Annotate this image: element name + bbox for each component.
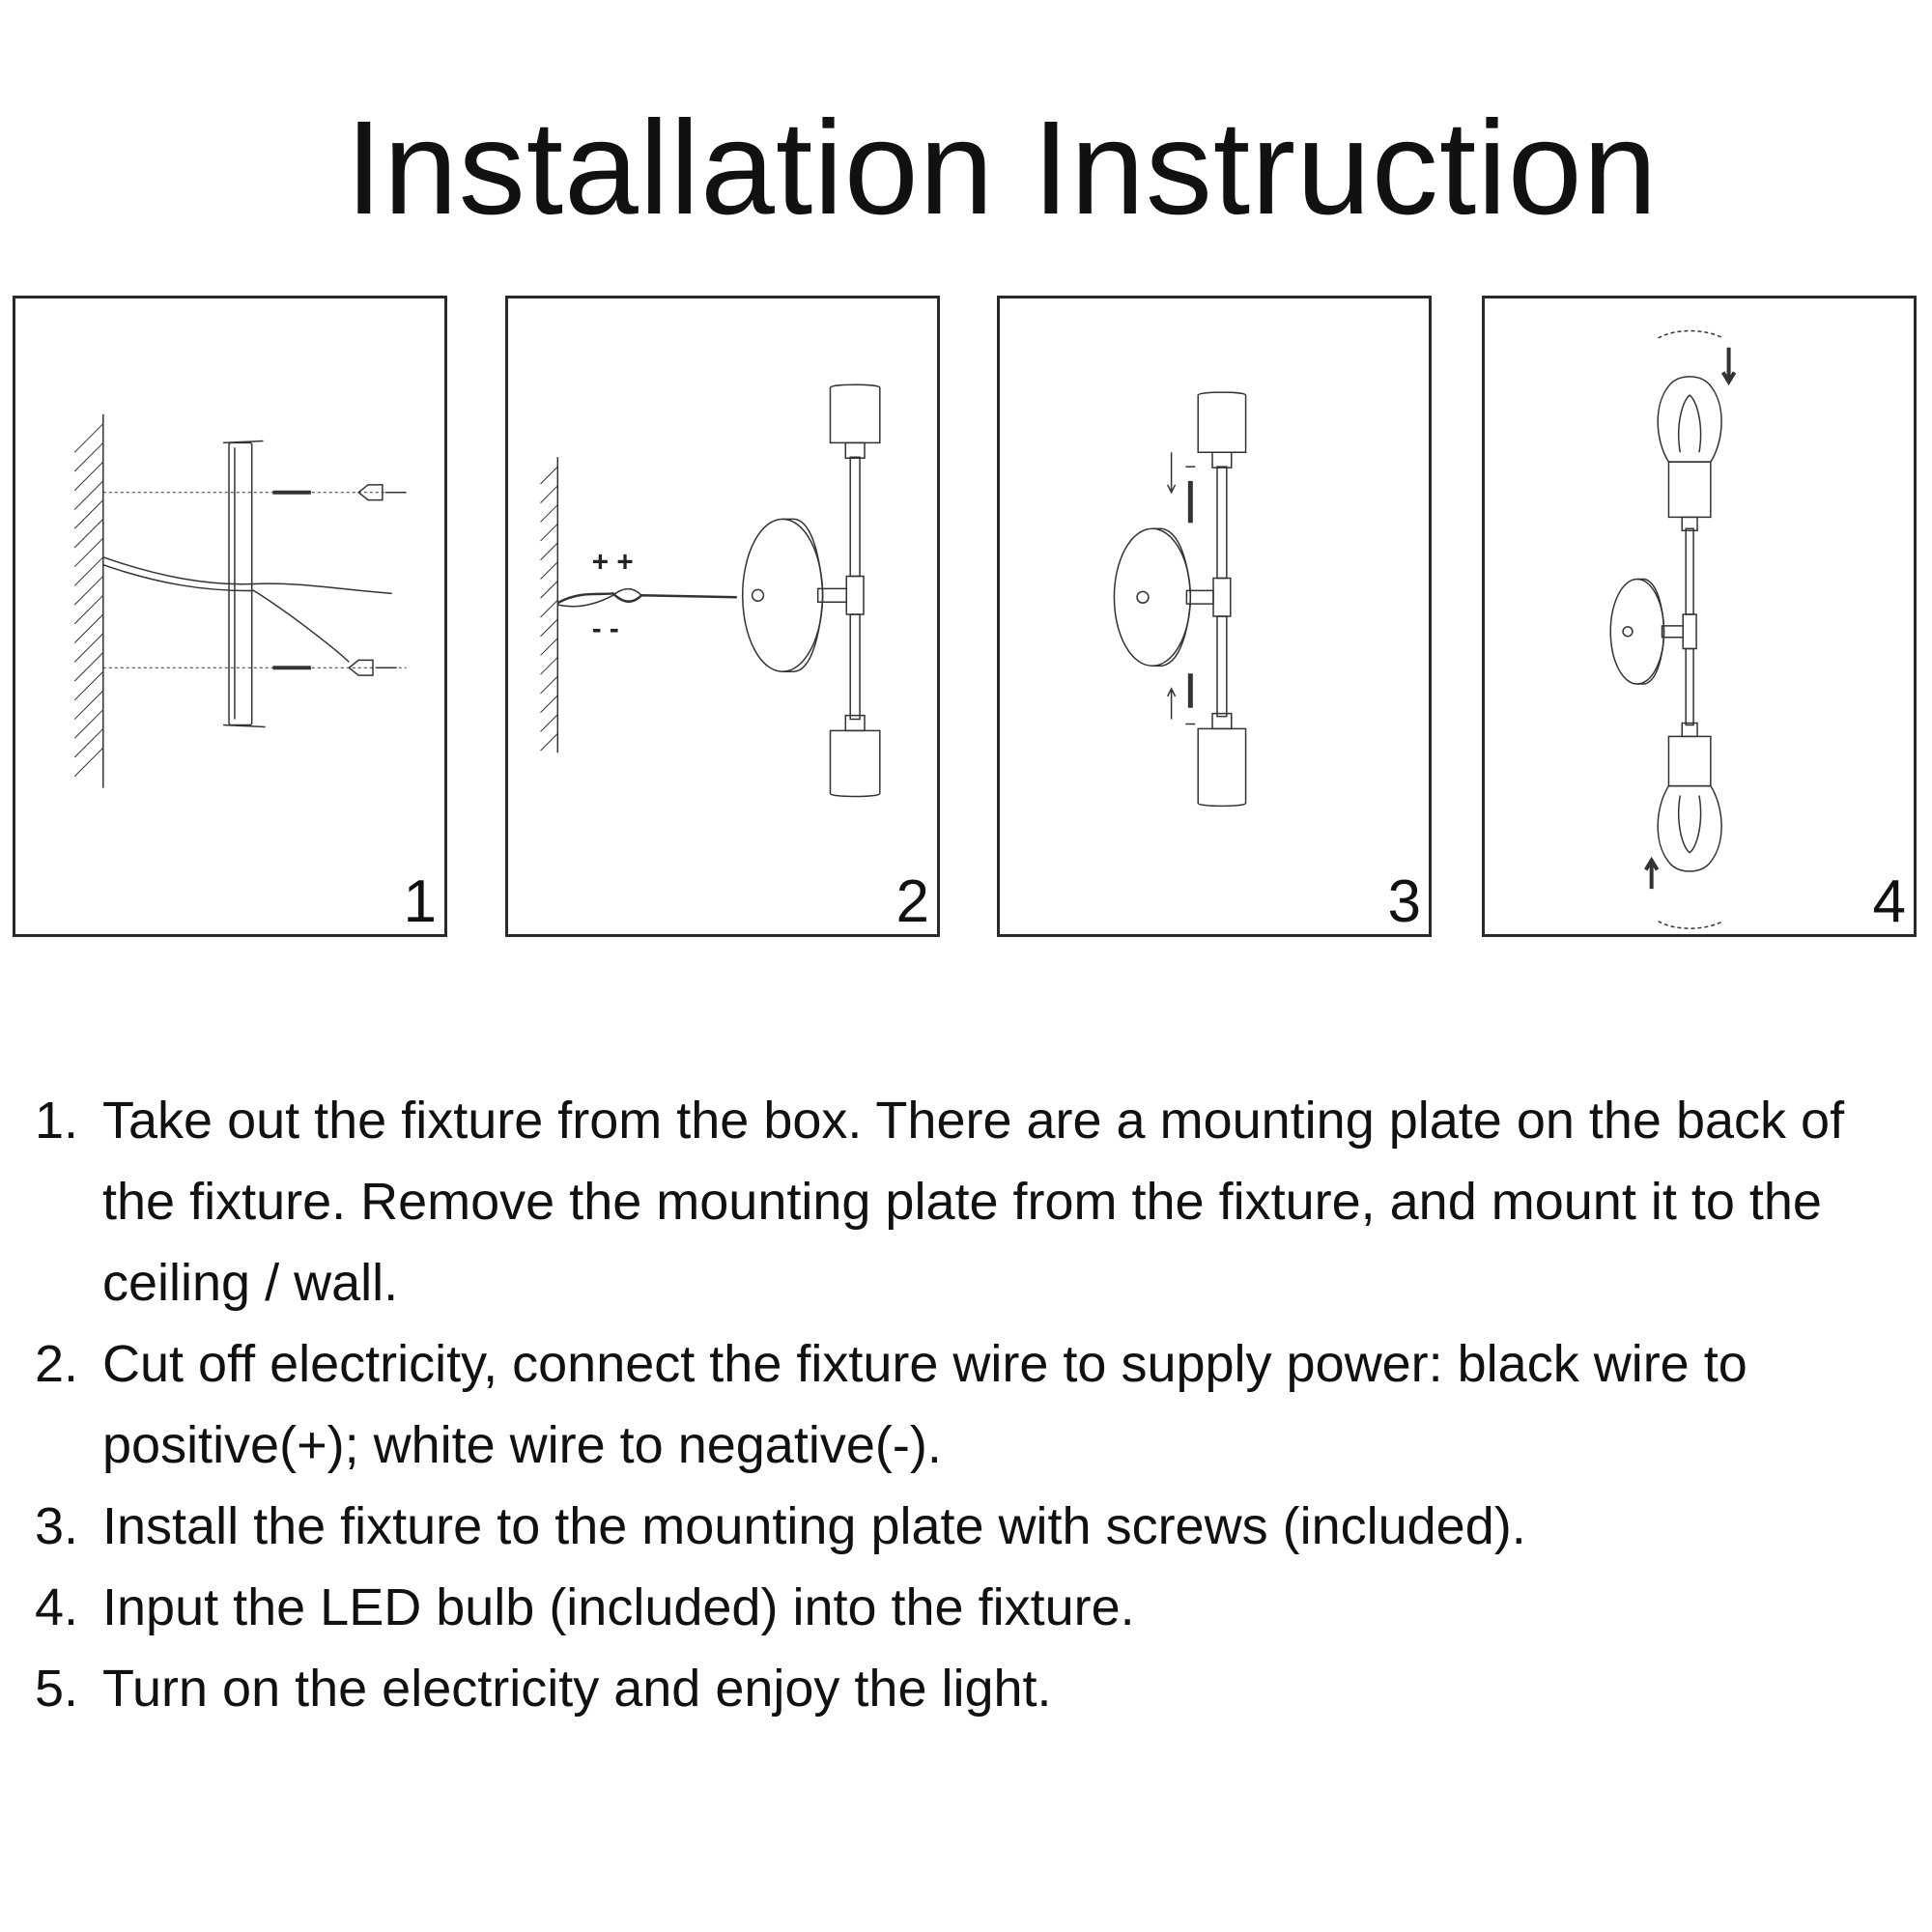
- step-text: Turn on the electricity and enjoy the light.: [102, 1660, 1052, 1718]
- wall-hatching: [74, 424, 103, 777]
- svg-text:- -: - -: [591, 612, 619, 645]
- step-text: Cut off electricity, connect the fixture wire to supply power: black wire to positive(+); white wire to negative(-).: [102, 1335, 1747, 1474]
- svg-text:+ +: + +: [591, 546, 634, 579]
- panel-number: 3: [1387, 868, 1421, 935]
- wall-hatching: [541, 467, 558, 751]
- step-number: 2.: [35, 1335, 79, 1393]
- step-text: Take out the fixture from the box. There are a mounting plate on the back of the fixture. Remove the mounting plate from the fixture, and mount it to the ceiling / wall.: [102, 1092, 1845, 1312]
- panel-number: 2: [895, 868, 929, 935]
- bulb-insertion-illustration: [1485, 298, 1914, 934]
- step-4-diagram: [1482, 296, 1917, 937]
- step-number: 5.: [35, 1660, 79, 1718]
- step-item: [35, 1080, 1918, 1323]
- panel-number: 1: [403, 868, 437, 935]
- step-item: [35, 1486, 1918, 1567]
- step-text: Input the LED bulb (included) into the fixture.: [102, 1578, 1135, 1636]
- mounting-plate-illustration: [15, 298, 444, 934]
- step-1-diagram: [13, 296, 447, 937]
- step-2-diagram: [505, 296, 940, 937]
- step-item: [35, 1567, 1918, 1648]
- step-item: [35, 1323, 1918, 1486]
- instruction-steps: [35, 1080, 1918, 1729]
- step-text: Install the fixture to the mounting plate with screws (included).: [102, 1497, 1526, 1555]
- step-item: [35, 1648, 1918, 1729]
- wiring-illustration: [508, 298, 937, 934]
- step-number: 4.: [35, 1578, 79, 1636]
- step-number: 1.: [35, 1092, 79, 1150]
- step-3-diagram: [997, 296, 1432, 937]
- step-number: 3.: [35, 1497, 79, 1555]
- fixture-screws-illustration: [1000, 298, 1429, 934]
- panel-number: 4: [1872, 868, 1906, 935]
- page-title: Installation Instruction: [345, 94, 1659, 242]
